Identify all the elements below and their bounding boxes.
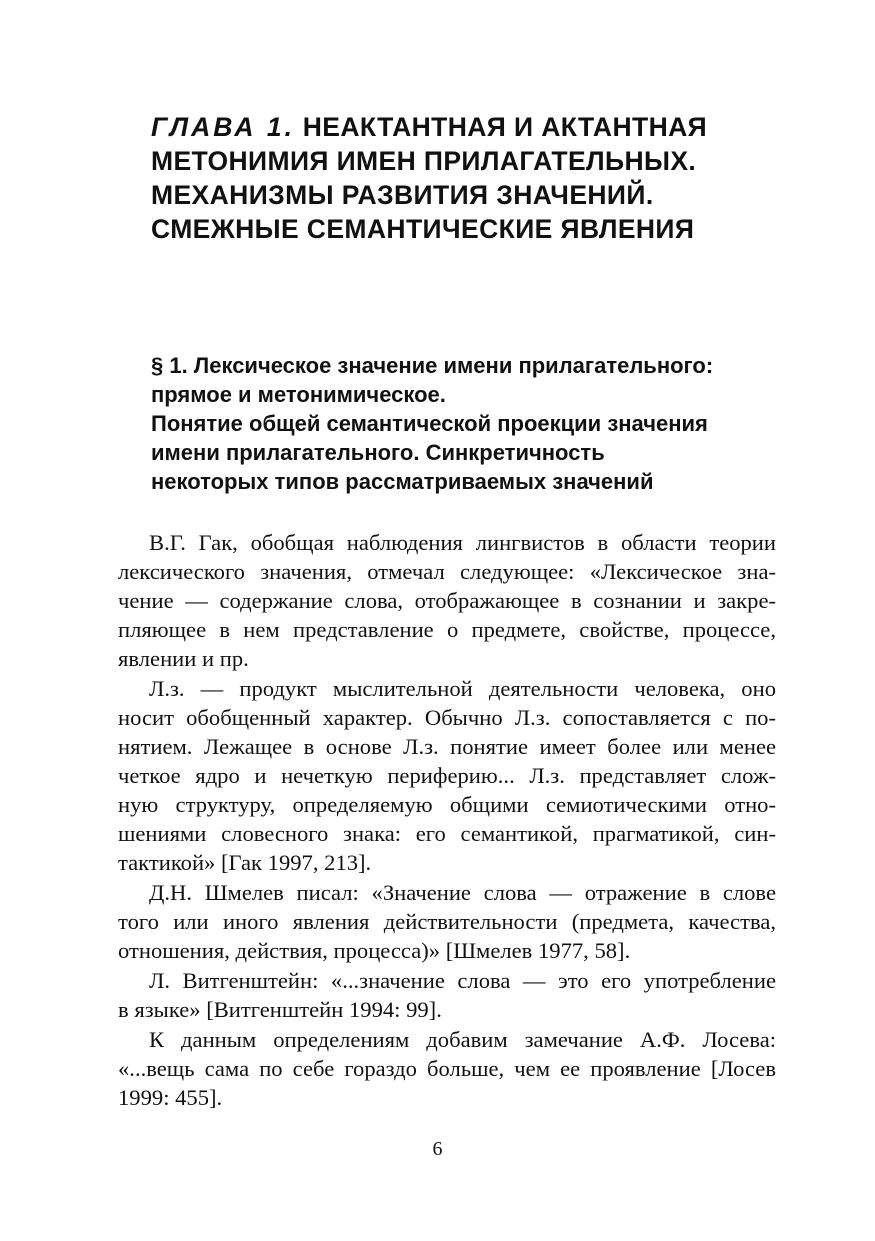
chapter-title-line: МЕТОНИМИЯ ИМЕН ПРИЛАГАТЕЛЬНЫХ. xyxy=(151,146,697,176)
page-number: 6 xyxy=(432,1138,443,1160)
text-line: К данным определениям добавим замечание А.Ф. Лосева: xyxy=(149,1027,776,1052)
section-heading-line: имени прилагательного. Синкретичность xyxy=(151,440,605,465)
chapter-label: ГЛАВА 1. xyxy=(151,112,295,142)
text-line: В.Г. Гак, обобщая наблюдения лингвистов в области теории xyxy=(149,530,776,555)
text-line: нятием. Лежащее в основе Л.з. понятие имеет более или менее xyxy=(118,734,776,759)
text-line: четкое ядро и нечеткую периферию... Л.з. представляет слож- xyxy=(118,763,776,788)
text-line: Л.з. — продукт мыслительной деятельности человека, оно xyxy=(149,676,776,701)
section-heading-line: прямое и метонимическое. xyxy=(151,382,446,407)
text-line: Д.Н. Шмелев писал: «Значение слова — отражение в слове xyxy=(149,880,776,905)
text-line: тактикой» [Гак 1997, 213]. xyxy=(118,850,372,875)
text-line: Л. Витгенштейн: «...значение слова — это его употребление xyxy=(149,968,776,993)
chapter-title-line: МЕХАНИЗМЫ РАЗВИТИЯ ЗНАЧЕНИЙ. xyxy=(151,180,654,210)
paragraph-losev xyxy=(118,1025,776,1112)
section-heading-line: Понятие общей семантической проекции значения xyxy=(151,411,708,436)
text-line: 1999: 455]. xyxy=(118,1085,223,1110)
text-line: ную структуру, определяемую общими семиотическими отно- xyxy=(118,792,776,817)
text-line: лексического значения, отмечал следующее: «Лексическое зна- xyxy=(118,559,776,584)
text-line: шениями словесного знака: его семантикой, прагматикой, син- xyxy=(118,821,776,846)
text-line: «...вещь сама по себе гораздо больше, чем ее проявление [Лосев xyxy=(118,1056,776,1081)
text-line: в языке» [Витгенштейн 1994: 99]. xyxy=(118,997,442,1022)
paragraph-wittgenstein xyxy=(118,966,776,1024)
body-text xyxy=(118,528,776,1113)
text-line: явлении и пр. xyxy=(118,646,249,671)
paragraph-shmelev xyxy=(118,878,776,965)
text-line: того или иного явления действительности (предмета, качества, xyxy=(118,909,776,934)
section-heading xyxy=(151,351,811,496)
text-line: отношения, действия, процесса)» [Шмелев 1977, 58]. xyxy=(118,938,631,963)
chapter-title-line: СМЕЖНЫЕ СЕМАНТИЧЕСКИЕ ЯВЛЕНИЯ xyxy=(151,214,695,244)
chapter-title xyxy=(151,110,791,246)
section-heading-line: § 1. Лексическое значение имени прилагательного: xyxy=(151,353,714,378)
text-line: пляющее в нем представление о предмете, свойстве, процессе, xyxy=(118,617,776,642)
chapter-title-line: ГЛАВА 1. НЕАКТАНТНАЯ И АКТАНТНАЯ xyxy=(151,112,708,142)
paragraph-gak-definition xyxy=(118,528,776,673)
paragraph-lz-product xyxy=(118,674,776,877)
text-line: чение — содержание слова, отображающее в сознании и закре- xyxy=(118,588,776,613)
section-heading-line: некоторых типов рассматриваемых значений xyxy=(151,469,654,494)
text-line: носит обобщенный характер. Обычно Л.з. сопоставляется с по- xyxy=(118,705,776,730)
